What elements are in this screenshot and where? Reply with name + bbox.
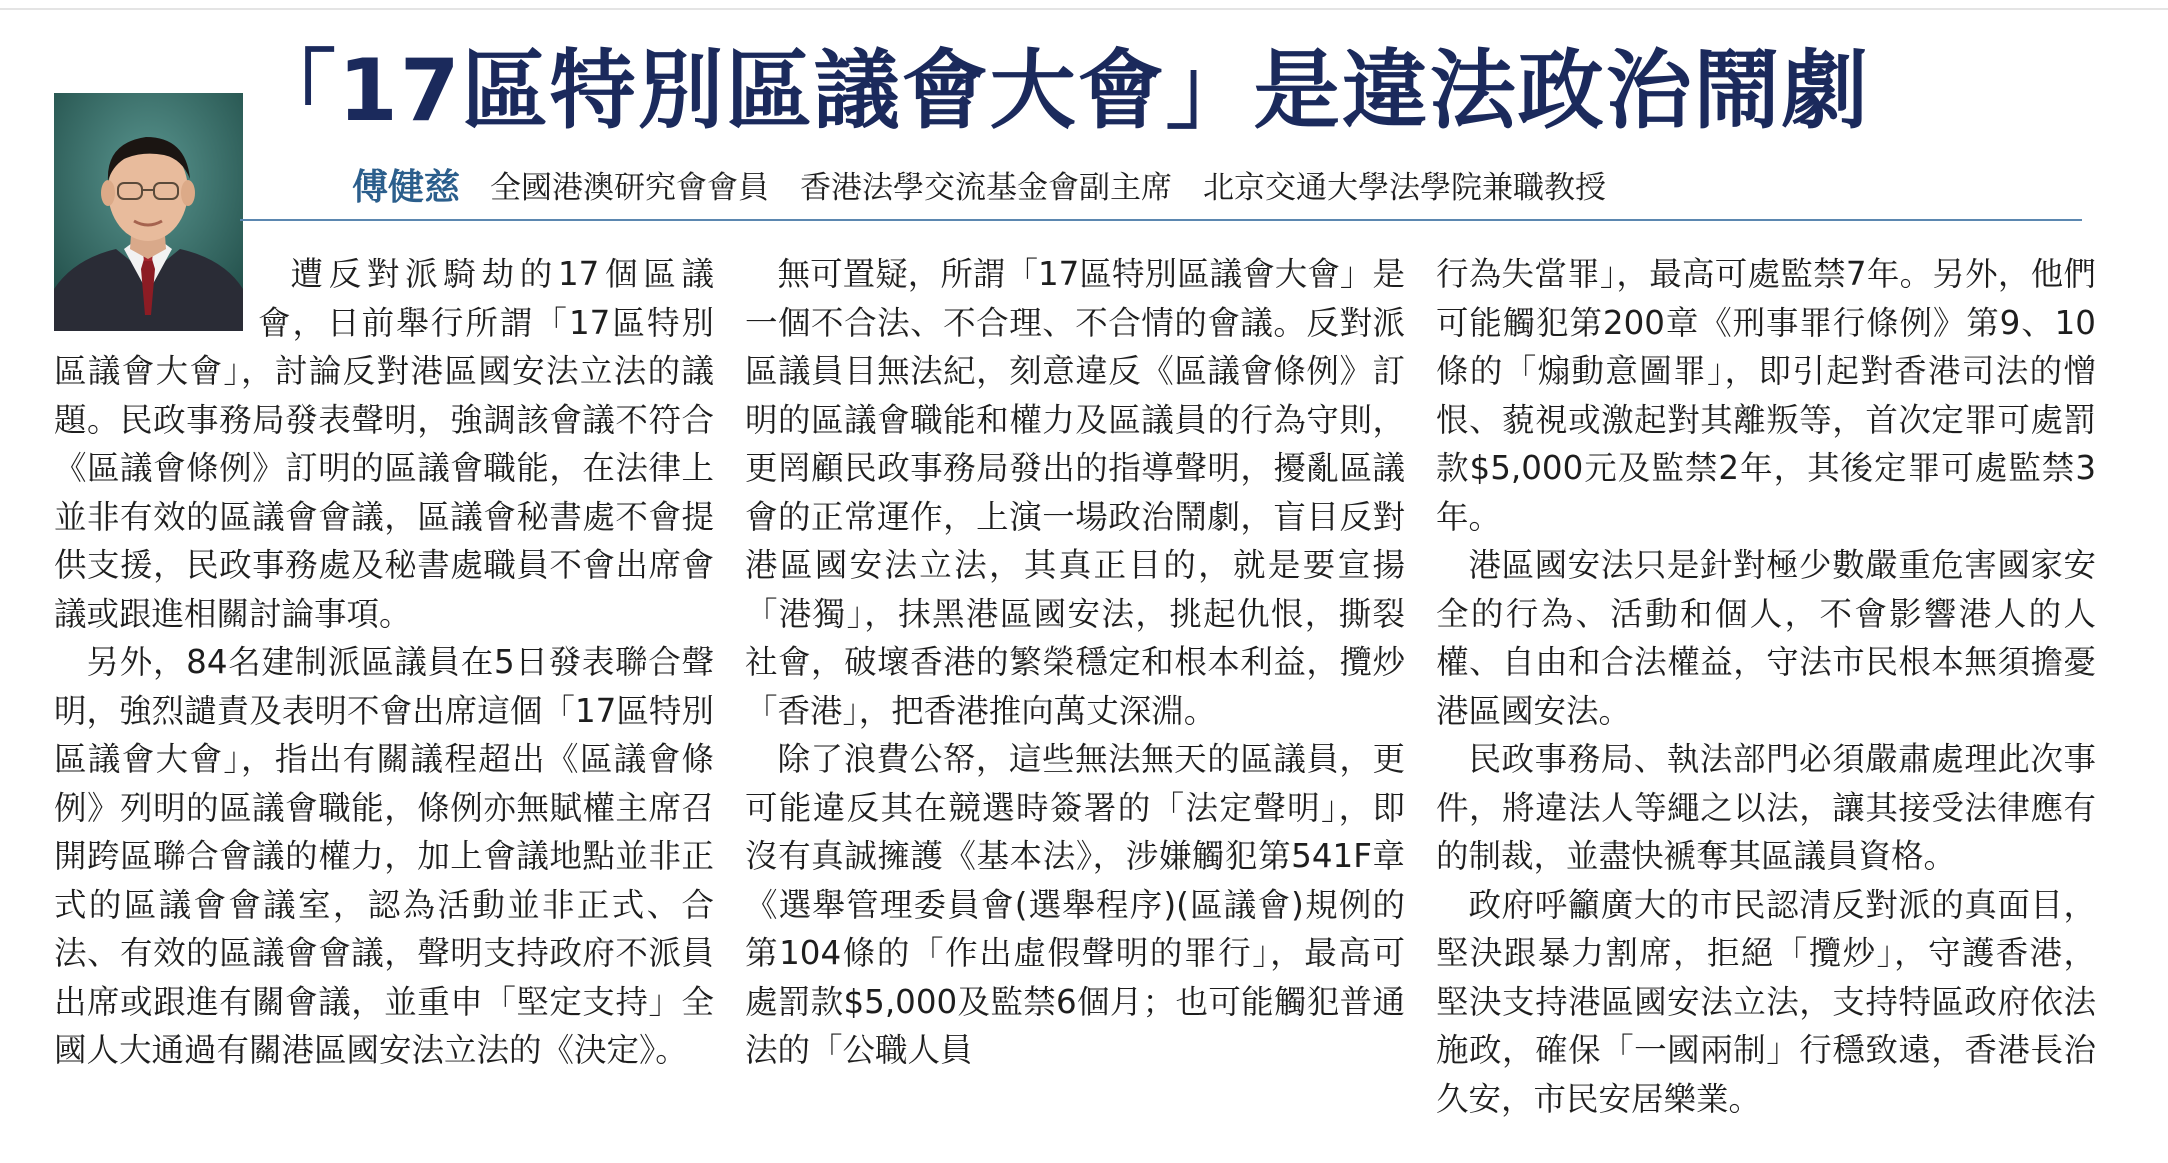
author-byline [352,160,1606,208]
author-name: 傅健慈 [352,166,461,208]
byline-divider [240,219,2082,221]
paragraph: 除了浪費公帑，這些無法無天的區議員，更可能違反其在競選時簽署的「法定聲明」，即沒有真誠擁護《基本法》，涉嫌觸犯第541F章《選舉管理委員會(選舉程序)(區議會)規例的第104條的「作出虛假聲明的罪行」，最高可處罰款$5,000及監禁6個月；也可能觸犯普通法的「公職人員 [745,740,1405,1069]
article-headline: 「17區特別區議會大會」是違法政治鬧劇 [250,41,1870,141]
paragraph-continued: 行為失當罪」，最高可處監禁7年。另外，他們可能觸犯第200章《刑事罪行條例》第9、10條的「煽動意圖罪」，即引起對香港司法的憎恨、藐視或激起對其離叛等，首次定罪可處罰款$5,000元及監禁2年，其後定罪可處監禁3年。 [1436,255,2096,536]
paragraph: 港區國安法只是針對極少數嚴重危害國家安全的行為、活動和個人，不會影響港人的人權、自由和合法權益，守法市民根本無須擔憂港區國安法。 [1436,546,2096,730]
paragraph: 遭反對派騎劫的17個區議會，日前舉行所謂「17區特別區議會大會」，討論反對港區國安法立法的議題。民政事務局發表聲明，強調該會議不符合《區議會條例》訂明的區議會職能，在法律上並非有效的區議會會議，區議會秘書處不會提供支援，民政事務處及秘書處職員不會出席會議或跟進相關討論事項。 [54,255,714,633]
top-rule [0,8,2168,10]
article-column-2 [745,250,1405,1075]
article-column-3 [1436,250,2096,1123]
author-affiliations: 全國港澳研究會會員 香港法學交流基金會副主席 北京交通大學法學院兼職教授 [490,169,1607,206]
paragraph: 無可置疑，所謂「17區特別區議會大會」是一個不合法、不合理、不合情的會議。反對派區議員目無法紀，刻意違反《區議會條例》訂明的區議會職能和權力及區議員的行為守則，更罔顧民政事務局發出的指導聲明，擾亂區議會的正常運作，上演一場政治鬧劇，盲目反對港區國安法立法，其真正目的，就是要宣揚「港獨」，抹黑港區國安法，挑起仇恨，撕裂社會，破壞香港的繁榮穩定和根本利益，攬炒「香港」，把香港推向萬丈深淵。 [745,255,1405,730]
paragraph: 民政事務局、執法部門必須嚴肅處理此次事件，將違法人等繩之以法，讓其接受法律應有的制裁，並盡快褫奪其區議員資格。 [1436,740,2096,875]
portrait-text-wrap-space [54,250,258,334]
paragraph: 另外，84名建制派區議員在5日發表聯合聲明，強烈譴責及表明不會出席這個「17區特別區議會大會」，指出有關議程超出《區議會條例》列明的區議會職能，條例亦無賦權主席召開跨區聯合會議的權力，加上會議地點並非正式的區議會會議室，認為活動並非正式、合法、有效的區議會會議，聲明支持政府不派員出席或跟進有關會議，並重申「堅定支持」全國人大通過有關港區國安法立法的《決定》。 [54,643,714,1069]
paragraph: 政府呼籲廣大的市民認清反對派的真面目，堅決跟暴力割席，拒絕「攬炒」，守護香港，堅決支持港區國安法立法，支持特區政府依法施政，確保「一國兩制」行穩致遠，香港長治久安，市民安居樂業。 [1436,885,2096,1118]
article-column-1 [54,250,714,1075]
